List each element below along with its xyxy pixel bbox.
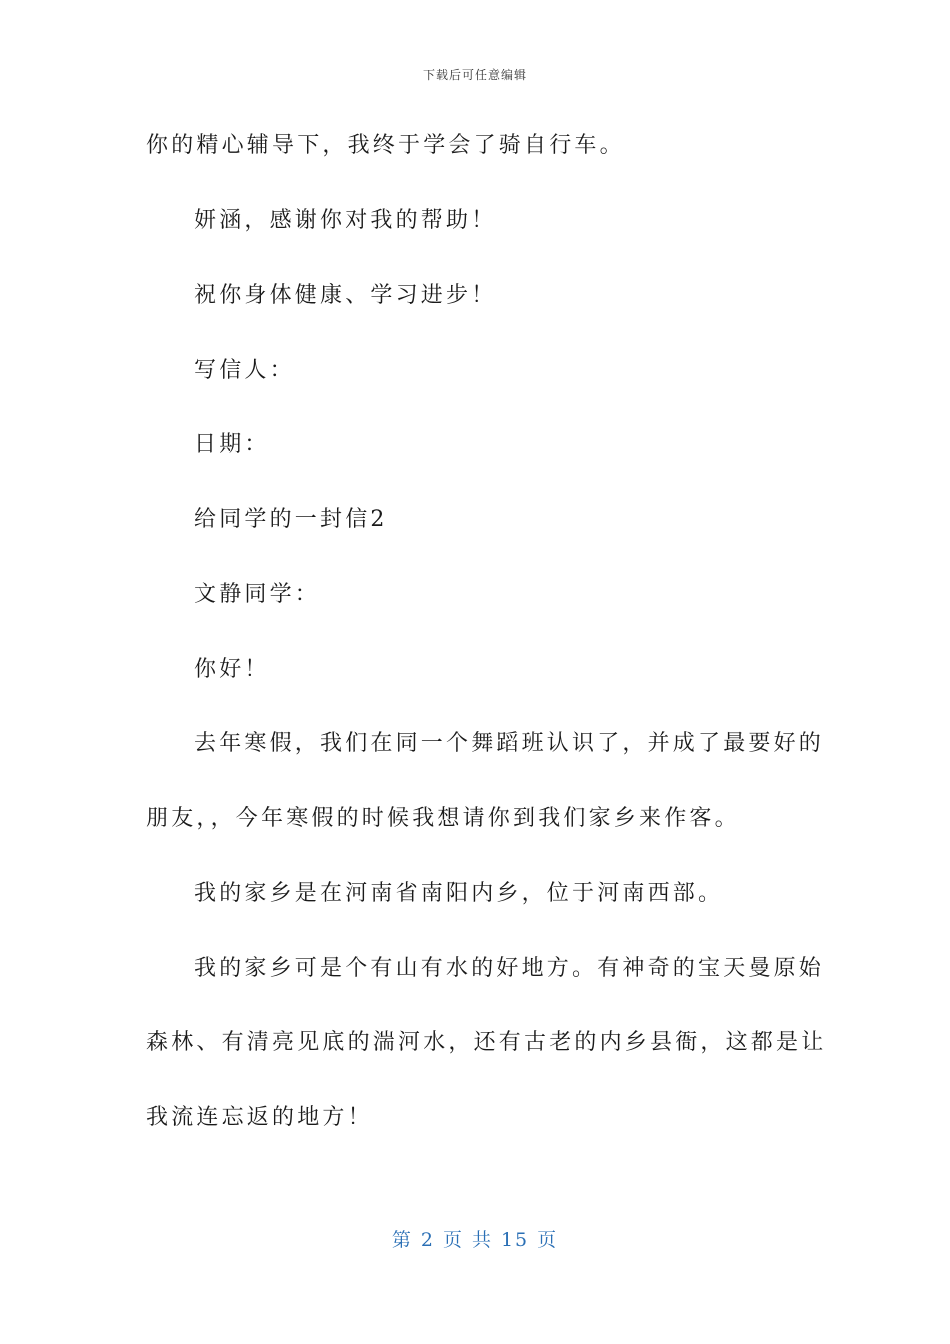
page-footer xyxy=(0,1225,950,1252)
footer-page-number: 2 xyxy=(420,1229,435,1251)
body-line: 我的家乡是在河南省南阳内乡，位于河南西部。 xyxy=(194,881,724,906)
body-line: 日期： xyxy=(194,432,270,457)
body-line: 祝你身体健康、学习进步！ xyxy=(194,283,497,308)
footer-ye: 页 xyxy=(442,1229,464,1251)
letter-title: 给同学的一封信2 xyxy=(194,507,388,532)
body-line: 写信人： xyxy=(194,358,295,383)
footer-di: 第 xyxy=(391,1229,413,1251)
body-line: 我流连忘返的地方！ xyxy=(146,1105,373,1130)
footer-gong: 共 xyxy=(471,1229,493,1251)
body-line: 森林、有清亮见底的湍河水，还有古老的内乡县衙，这都是让 xyxy=(146,1030,827,1055)
letter-greeting: 你好！ xyxy=(194,657,270,682)
body-line: 我的家乡可是个有山有水的好地方。有神奇的宝天曼原始 xyxy=(194,956,825,981)
body-line: 你的精心辅导下，我终于学会了骑自行车。 xyxy=(146,133,625,158)
body-line: 朋友，，今年寒假的时候我想请你到我们家乡来作客。 xyxy=(146,806,740,831)
body-line: 去年寒假，我们在同一个舞蹈班认识了，并成了最要好的 xyxy=(194,731,825,756)
body-line: 妍涵，感谢你对我的帮助！ xyxy=(194,208,497,233)
footer-total-pages: 15 xyxy=(500,1229,530,1251)
page-header-note: 下载后可任意编辑 xyxy=(422,68,527,82)
letter-salutation: 文静同学： xyxy=(194,582,321,607)
footer-ye: 页 xyxy=(537,1229,559,1251)
